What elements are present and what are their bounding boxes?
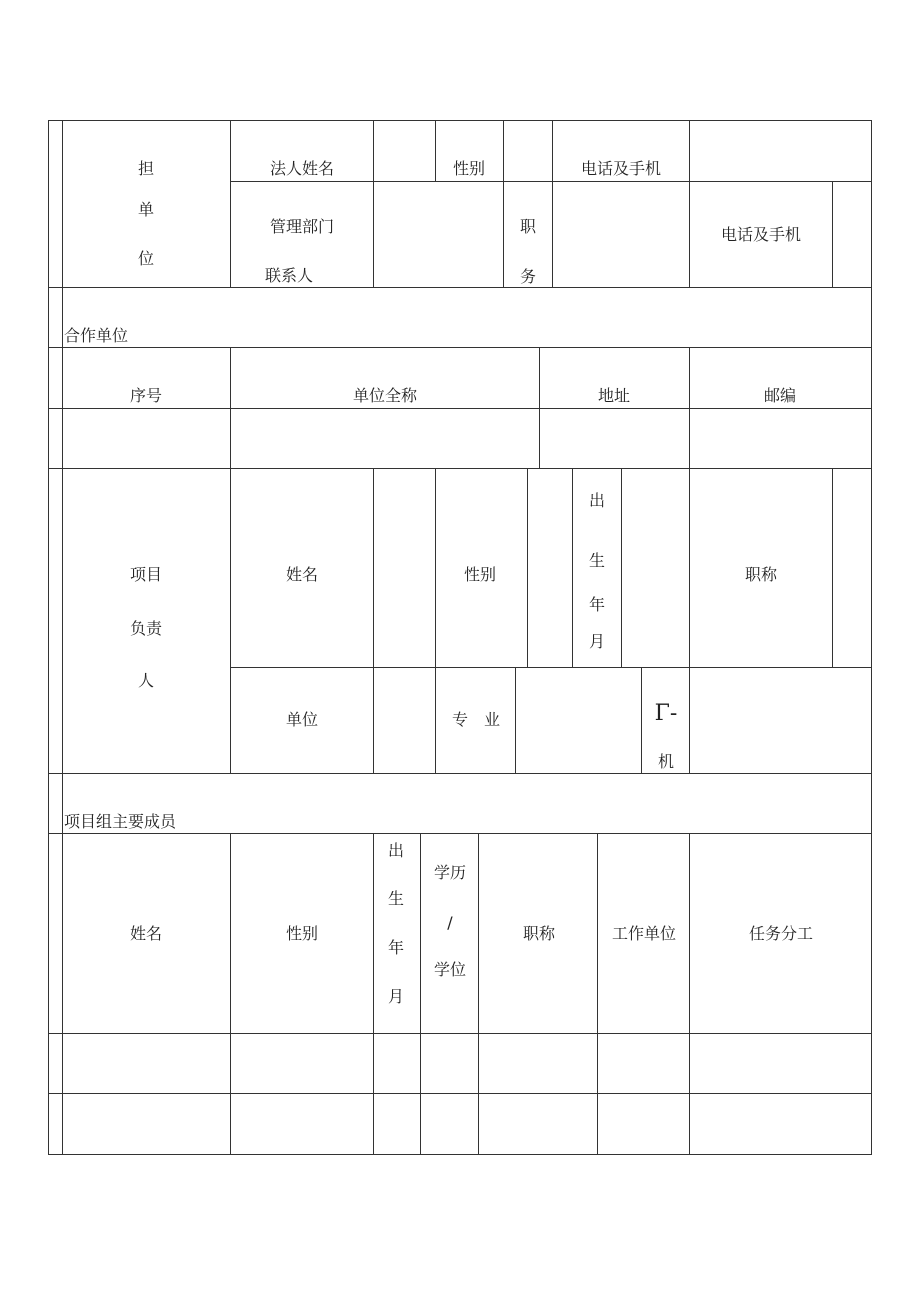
guarantor-label-char: 单 — [137, 200, 155, 219]
members-section-title: 项目组主要成员 — [64, 812, 177, 831]
rule — [420, 833, 421, 1155]
rule — [832, 181, 833, 288]
rule — [641, 667, 642, 774]
rule — [689, 120, 690, 288]
gender-label: 性别 — [452, 159, 486, 178]
birth-label-char: 生 — [588, 551, 606, 570]
rule — [373, 833, 374, 1155]
guarantor-label-char: 位 — [137, 249, 155, 268]
unit-label: 单位 — [285, 710, 319, 729]
rule — [527, 468, 528, 668]
rule — [48, 773, 872, 774]
rule — [503, 120, 504, 288]
col-name-header: 姓名 — [129, 924, 163, 943]
rule — [597, 833, 598, 1155]
position-label-char: 职 — [519, 217, 537, 236]
edu-label: 学历 — [433, 863, 467, 882]
title-label: 职称 — [744, 565, 778, 584]
legal-name-label: 法人姓名 — [269, 159, 335, 178]
rule — [435, 468, 436, 774]
rule — [689, 833, 690, 1155]
leader-label: 负责 — [129, 619, 163, 638]
mobile-label-char: 机 — [657, 752, 675, 771]
edu-label: 学位 — [433, 960, 467, 979]
col-gender-header: 性别 — [285, 924, 319, 943]
rule-top — [48, 120, 872, 121]
gender-label: 性别 — [463, 565, 497, 584]
leader-label: 项目 — [129, 565, 163, 584]
birth-label-char: 出 — [387, 841, 405, 860]
edu-label-slash: / — [447, 913, 453, 932]
rule — [48, 468, 872, 469]
rule — [48, 408, 872, 409]
birth-label-char: 月 — [588, 632, 606, 651]
col-postcode-header: 邮编 — [763, 386, 797, 405]
rule — [230, 120, 231, 288]
major-label: 专 业 — [451, 710, 501, 729]
birth-label-char: 年 — [387, 938, 405, 957]
rule — [689, 468, 690, 774]
leader-label: 人 — [137, 671, 155, 690]
rule — [230, 468, 231, 774]
birth-label-char: 生 — [387, 889, 405, 908]
rule — [572, 468, 573, 668]
partner-section-title: 合作单位 — [64, 326, 129, 345]
col-task-header: 任务分工 — [748, 924, 814, 943]
col-title-header: 职称 — [522, 924, 556, 943]
rule — [230, 181, 872, 182]
mobile-label-glyph: Γ- — [654, 701, 678, 726]
col-workunit-header: 工作单位 — [611, 924, 677, 943]
rule — [230, 833, 231, 1155]
rule — [478, 833, 479, 1155]
phone-label: 电话及手机 — [580, 159, 662, 178]
rule — [48, 1093, 872, 1094]
rule — [230, 667, 872, 668]
rule — [515, 667, 516, 774]
border-right — [871, 120, 872, 1155]
phone-label: 电话及手机 — [720, 225, 802, 244]
rule — [230, 347, 231, 469]
rule — [48, 1033, 872, 1034]
rule — [689, 347, 690, 469]
col-address-header: 地址 — [597, 386, 631, 405]
birth-label-char: 年 — [588, 595, 606, 614]
inner-left-rule — [62, 120, 63, 1155]
rule — [552, 120, 553, 288]
border-left — [48, 120, 49, 1155]
guarantor-label-char: 担 — [137, 159, 155, 178]
rule — [621, 468, 622, 668]
rule — [48, 347, 872, 348]
mgmt-contact-label: 联系人 — [265, 266, 314, 285]
birth-label-char: 出 — [588, 491, 606, 510]
col-seq-header: 序号 — [129, 386, 163, 405]
rule — [435, 120, 436, 182]
birth-label-char: 月 — [387, 987, 405, 1006]
rule — [539, 347, 540, 469]
rule — [373, 120, 374, 288]
mgmt-contact-label: 管理部门 — [269, 217, 335, 236]
rule — [373, 468, 374, 774]
rule — [832, 468, 833, 668]
name-label: 姓名 — [285, 565, 319, 584]
col-fullname-header: 单位全称 — [352, 386, 418, 405]
rule — [48, 287, 872, 288]
rule — [48, 833, 872, 834]
rule-bottom — [48, 1154, 872, 1155]
position-label-char: 务 — [519, 267, 537, 286]
